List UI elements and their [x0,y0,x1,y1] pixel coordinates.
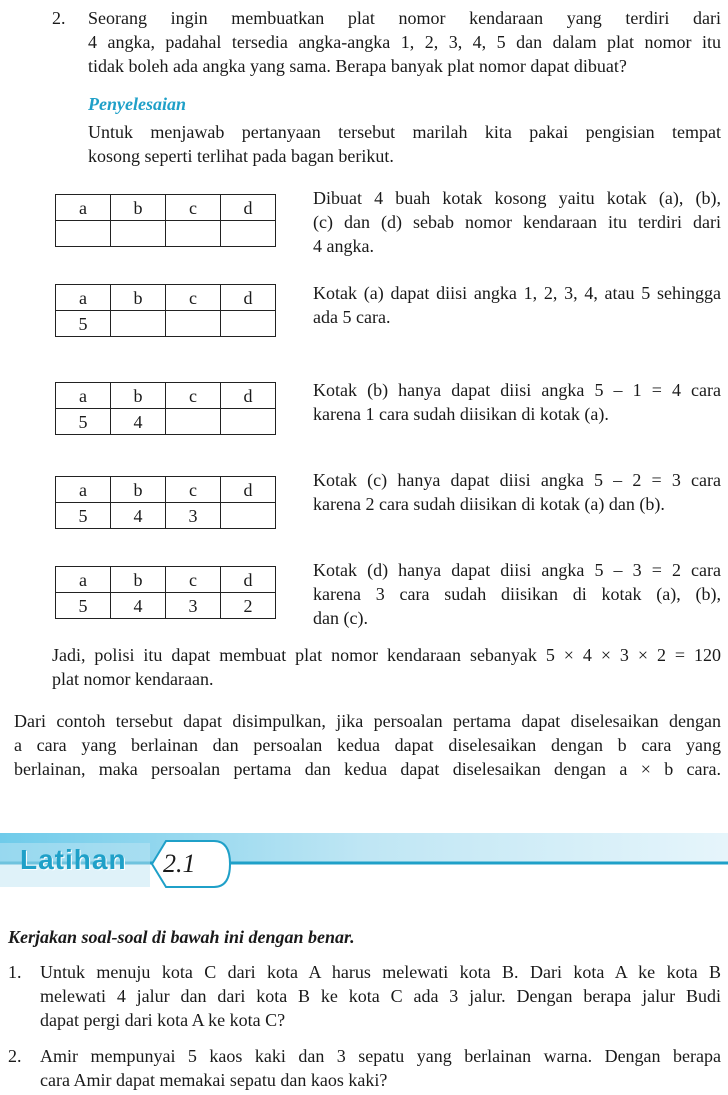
slot-table-step-3 [55,382,276,435]
exercise-line: dapat pergi dari kota A ke kota C? [40,1010,286,1030]
problem-line: 4 angka, padahal tersedia angka-angka 1, 2, 3, 4, 5 dan dalam plat nomor itu [88,32,721,52]
slot-value-c: 3 [166,503,221,529]
conclusion-line: Jadi, polisi itu dapat membuat plat nomor kendaraan sebanyak 5 × 4 × 3 × 2 = 120 [52,645,721,665]
slot-value-b [111,311,166,337]
slot-header-c: c [166,383,221,409]
slot-header-d: d [221,195,276,221]
step-line: ada 5 cara. [313,307,391,327]
summary-line: berlainan, maka persoalan pertama dan kedua dapat diselesaikan dengan a × b cara. [14,759,721,779]
slot-header-d: d [221,383,276,409]
step-5-text [313,558,721,630]
slot-value-a: 5 [56,409,111,435]
slot-value-b: 4 [111,503,166,529]
slot-value-c [166,311,221,337]
slot-table-step-5 [55,566,276,619]
slot-header-b: b [111,567,166,593]
slot-value-a: 5 [56,503,111,529]
slot-value-b: 4 [111,593,166,619]
slot-value-a [56,221,111,247]
slot-table-step-2 [55,284,276,337]
step-line: karena 3 cara sudah diisikan di kotak (a), (b), [313,584,721,604]
latihan-instruction: Kerjakan soal-soal di bawah ini dengan benar. [8,927,355,947]
summary-line: Dari contoh tersebut dapat disimpulkan, jika persoalan pertama dapat diselesaikan dengan [14,711,721,731]
slot-header-c: c [166,477,221,503]
step-2-text [313,281,721,329]
step-line: Dibuat 4 buah kotak kosong yaitu kotak (a), (b), [313,188,721,208]
slot-header-a: a [56,195,111,221]
exercise-1 [40,960,721,1032]
step-1-text [313,186,721,258]
slot-header-a: a [56,477,111,503]
slot-value-d [221,503,276,529]
summary [14,709,721,781]
slot-header-b: b [111,285,166,311]
problem-line: Seorang ingin membuatkan plat nomor kendaraan yang terdiri dari [88,8,721,28]
slot-header-c: c [166,285,221,311]
step-line: Kotak (b) hanya dapat diisi angka 5 – 1 = 4 cara [313,380,721,400]
slot-value-c: 3 [166,593,221,619]
step-line: karena 2 cara sudah diisikan di kotak (a) dan (b). [313,494,665,514]
slot-value-c [166,221,221,247]
exercise-2 [40,1044,721,1092]
solution-intro [88,120,721,168]
slot-header-b: b [111,477,166,503]
exercise-line: Untuk menuju kota C dari kota A harus melewati kota B. Dari kota A ke kota B [40,962,721,982]
slot-header-d: d [221,567,276,593]
exercise-number: 1. [8,962,22,982]
intro-line: Untuk menjawab pertanyaan tersebut marilah kita pakai pengisian tempat [88,122,721,142]
problem-number: 2. [52,8,66,28]
slot-header-c: c [166,195,221,221]
slot-table-step-1 [55,194,276,247]
step-line: 4 angka. [313,236,374,256]
exercise-number: 2. [8,1046,22,1066]
latihan-number: 2.1 [163,849,196,878]
slot-table-step-4 [55,476,276,529]
step-line: Kotak (a) dapat diisi angka 1, 2, 3, 4, atau 5 sehingga [313,283,721,303]
intro-line: kosong seperti terlihat pada bagan berikut. [88,146,394,166]
slot-header-a: a [56,285,111,311]
step-line: dan (c). [313,608,368,628]
exercise-line: melewati 4 jalur dan dari kota B ke kota C ada 3 jalur. Dengan berapa jalur Budi [40,986,721,1006]
step-line: karena 1 cara sudah diisikan di kotak (a). [313,404,609,424]
problem-line: tidak boleh ada angka yang sama. Berapa banyak plat nomor dapat dibuat? [88,56,627,76]
slot-value-d [221,409,276,435]
slot-header-c: c [166,567,221,593]
step-4-text [313,468,721,516]
latihan-banner [0,833,728,893]
slot-header-b: b [111,383,166,409]
exercise-line: Amir mempunyai 5 kaos kaki dan 3 sepatu yang berlainan warna. Dengan berapa [40,1046,721,1066]
slot-value-a: 5 [56,311,111,337]
latihan-title: Latihan [20,844,127,875]
slot-header-d: d [221,477,276,503]
slot-value-b: 4 [111,409,166,435]
slot-value-d: 2 [221,593,276,619]
summary-line: a cara yang berlainan dan persoalan kedua dapat diselesaikan dengan b cara yang [14,735,721,755]
step-line: (c) dan (d) sebab nomor kendaraan itu terdiri dari [313,212,721,232]
slot-value-b [111,221,166,247]
conclusion [52,643,721,691]
slot-header-d: d [221,285,276,311]
step-line: Kotak (c) hanya dapat diisi angka 5 – 2 = 3 cara [313,470,721,490]
step-line: Kotak (d) hanya dapat diisi angka 5 – 3 = 2 cara [313,560,721,580]
exercise-line: cara Amir dapat memakai sepatu dan kaos kaki? [40,1070,388,1090]
slot-value-d [221,221,276,247]
slot-value-a: 5 [56,593,111,619]
slot-value-d [221,311,276,337]
problem-statement [88,6,721,78]
solution-heading: Penyelesaian [88,94,186,114]
slot-header-a: a [56,383,111,409]
conclusion-line: plat nomor kendaraan. [52,669,214,689]
slot-header-b: b [111,195,166,221]
step-3-text [313,378,721,426]
slot-header-a: a [56,567,111,593]
slot-value-c [166,409,221,435]
